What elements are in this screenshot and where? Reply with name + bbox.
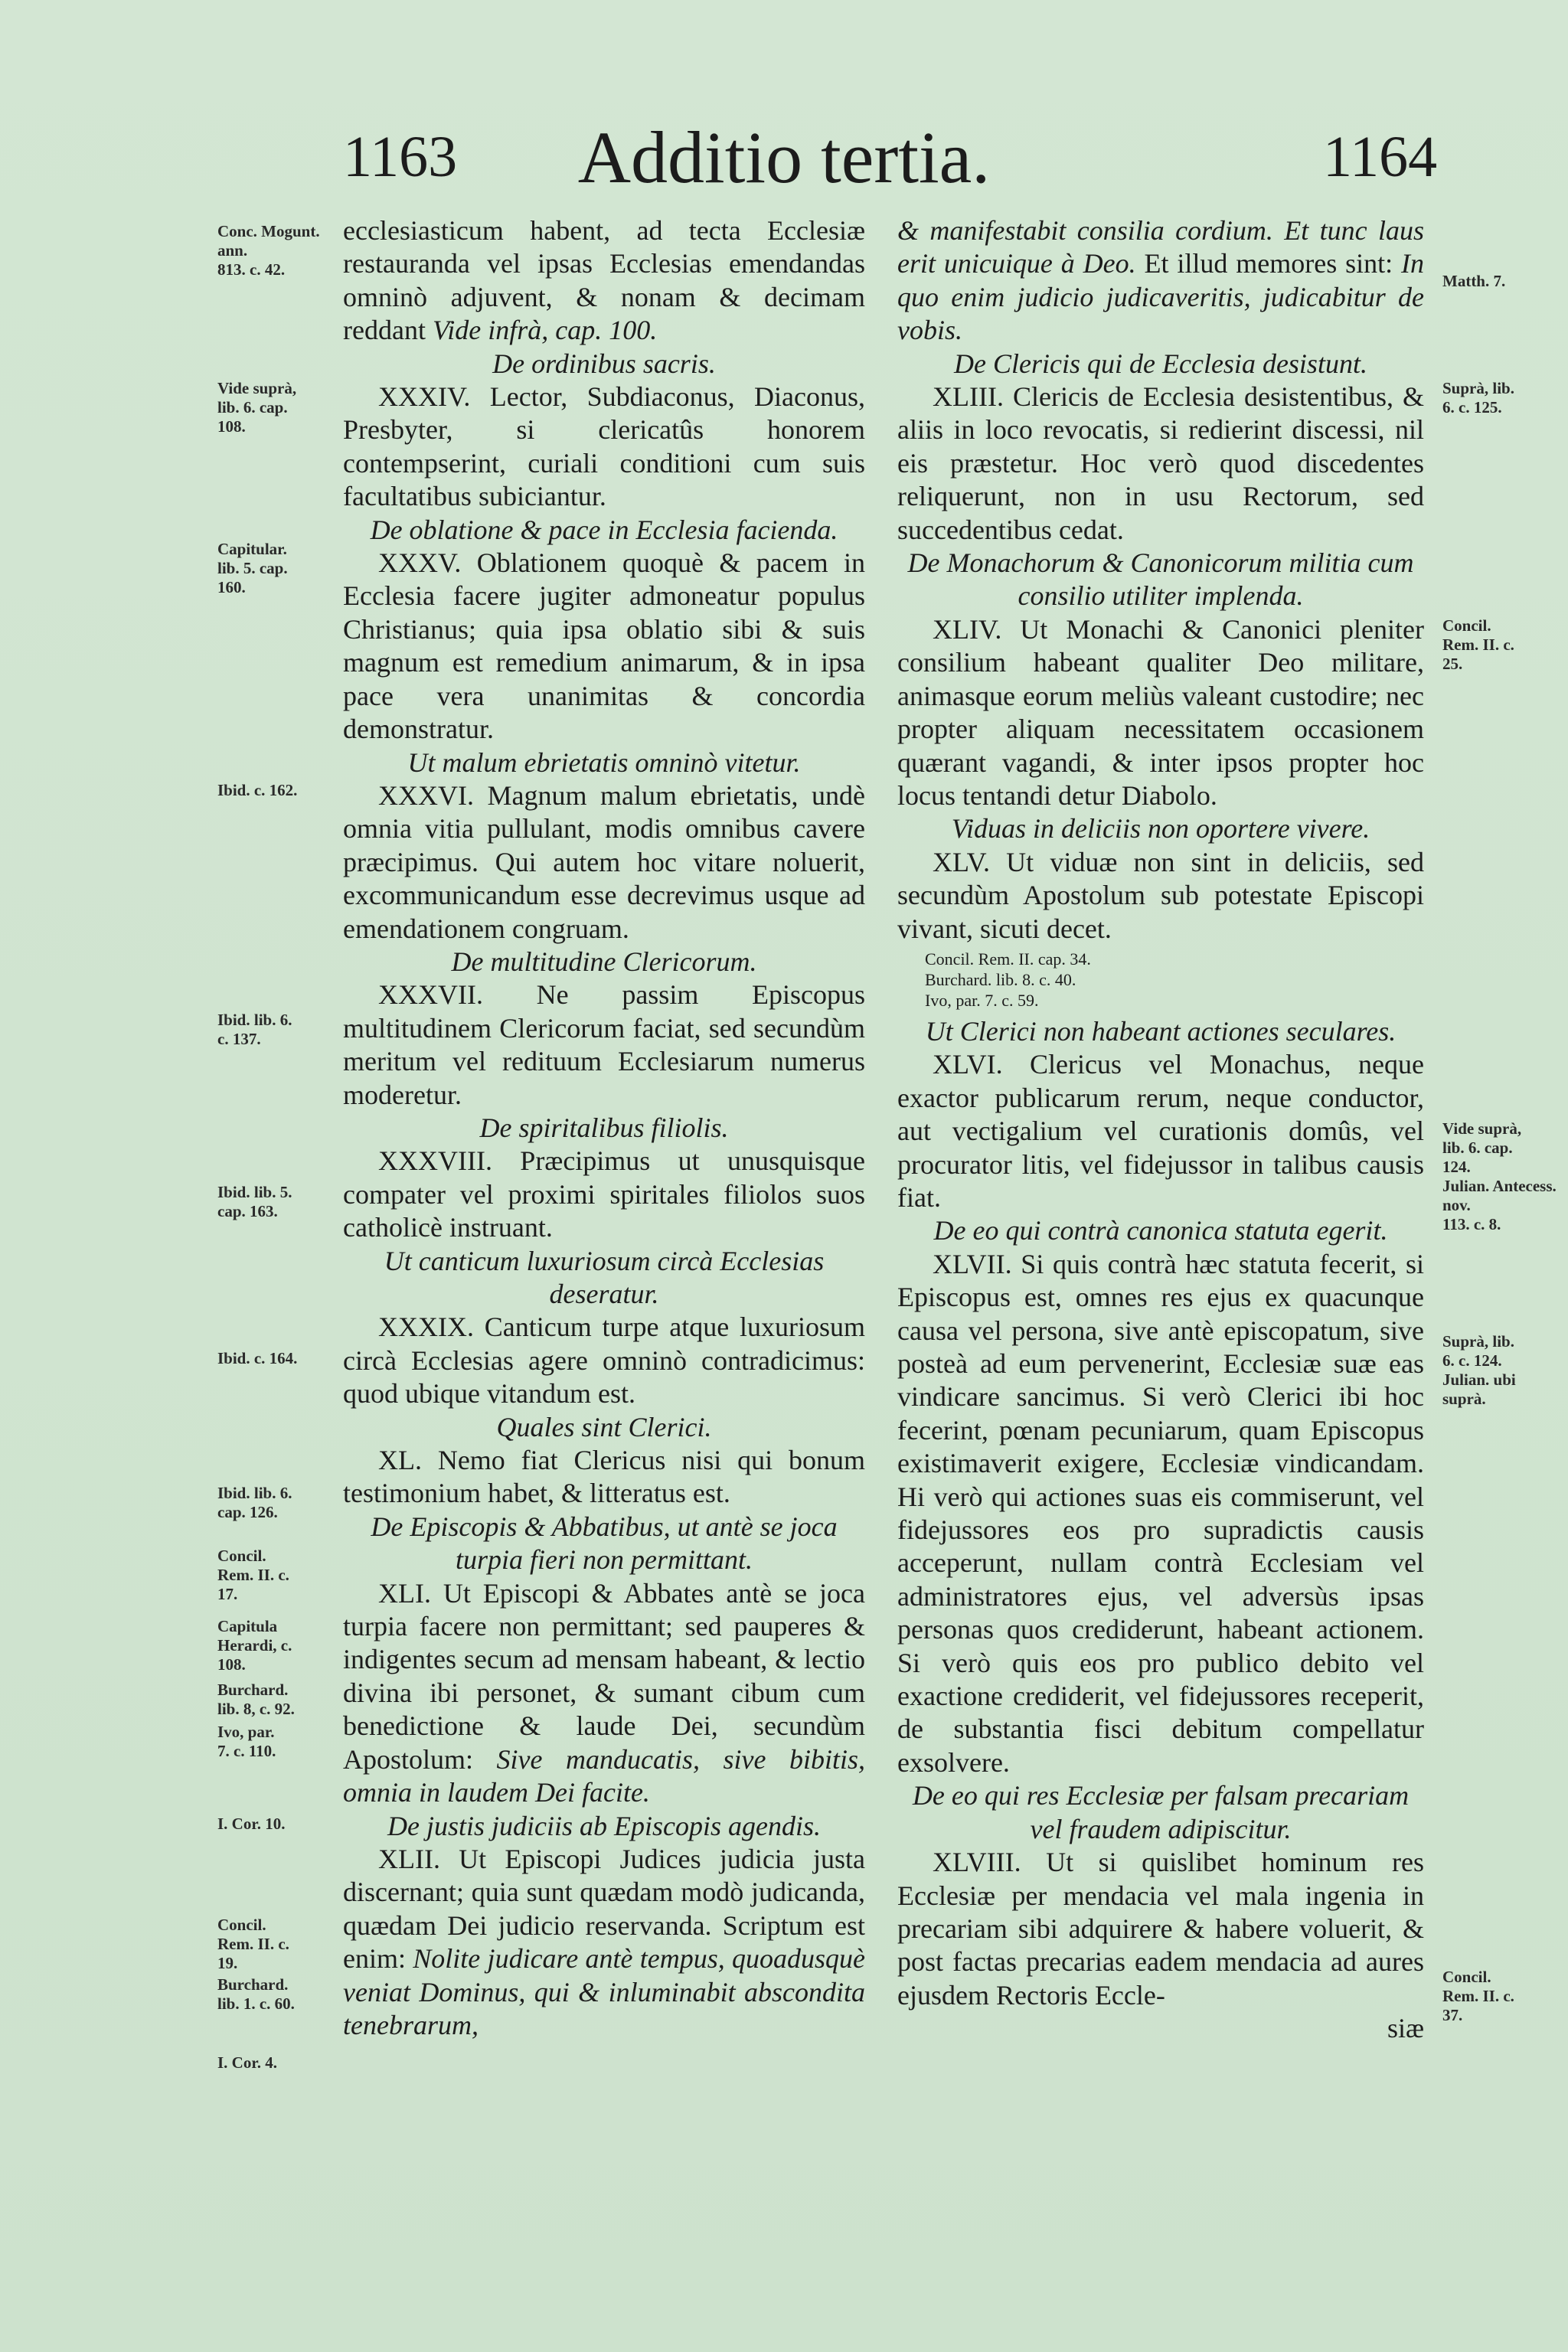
paragraph: XXXVI. Magnum malum ebrietatis, undè omnia vitia pullulant, modis omnibus cavere præcipimus. Qui autem hoc vitare noluerit, excommunicandum esse decrevimus usque ad emendationem congruam.	[343, 779, 865, 944]
paragraph: XLVIII. Ut si quislibet hominum res Ecclesiæ per mendacia vel mala ingenia in precariam sibi adquirere & habere voluerit, & post factas precarias eadem mendacia ad aures ejusdem Rectoris Eccle-	[897, 1847, 1424, 2011]
section-heading: De spiritalibus filiolis.	[479, 1112, 729, 1143]
margin-note: Burchard. lib. 8, c. 92.	[217, 1681, 295, 1718]
paragraph: XLVII. Si quis contrà hæc statuta fecerit, si Episcopus est, omnes res ejus ex quacunque causa vel persona, sive antè episcopatum, sive posteà ad eum pervenerint, Ecclesiæ suæ eas vindicare sancimus. Si verò Clerici ibi hoc fecerint, pœnam pecuniarum, quam Episcopus existimaverit exigere, Ecclesiæ vindicandam. Hi verò qui actiones suas eis commiserunt, vel fidejussores eos pro supradictis causis acceperunt, nullam contrà Ecclesiam vel administratores ejus, vel adversùs ipsas personas quos crediderunt, habeant actionem. Si verò quis eos pro publico debito vel exactione crediderit, vel fidejussores receperit, de substantia fisci debitum compellatur exsolvere.	[897, 1248, 1424, 1778]
paragraph: XLV. Ut viduæ non sint in deliciis, sed secundùm Apostolum sub potestate Episcopi vivant, sicuti decet.	[897, 846, 1424, 944]
margin-note: Matth. 7.	[1442, 272, 1506, 290]
reference-list	[925, 949, 1424, 1011]
paragraph: XLII. Ut Episcopi Judices judicia justa discernant; quia sunt quædam modò judicanda, quædam Dei judicio reservanda. Scriptum est enim: Nolite judicare antè tempus, quoadusquè veniat Dominus, qui & inluminabit abscondita tenebrarum,	[343, 1843, 866, 2040]
paragraph: XXXVIII. Præcipimus ut unusquisque compater vel proximi spiritales filiolos suos catholicè instruant.	[343, 1145, 865, 1243]
paragraph: & manifestabit consilia cordium. Et tunc laus erit unicuique à Deo. Et illud memores sint: In quo enim judicio judicaveritis, judicabitur de vobis.	[897, 215, 1425, 346]
margin-note: Ibid. lib. 6. c. 137.	[217, 1011, 292, 1048]
section-heading: Ut canticum luxuriosum circà Ecclesias deseratur.	[384, 1245, 825, 1309]
margin-note: Concil. Rem. II. c. 17.	[217, 1547, 289, 1603]
reference: Burchard. lib. 8. c. 40.	[925, 969, 1076, 989]
section-heading: De eo qui contrà canonica statuta egerit.	[933, 1215, 1388, 1246]
right-column	[897, 214, 1424, 2046]
reference: Concil. Rem. II. cap. 34.	[925, 949, 1091, 969]
margin-note: Capitular. lib. 5. cap. 160.	[217, 540, 288, 596]
margin-note: Ivo, par. 7. c. 110.	[217, 1723, 276, 1760]
margin-note: Concil. Rem. II. c. 25.	[1442, 616, 1514, 673]
reference: Ivo, par. 7. c. 59.	[925, 990, 1039, 1010]
paragraph: XLVI. Clericus vel Monachus, neque exactor publicarum rerum, neque conductor, aut vectigalium vel curationis domûs, vel procurator litis, vel fidejussor in talibus causis fiat.	[897, 1049, 1424, 1213]
section-heading: De multitudine Clericorum.	[451, 946, 757, 977]
section-heading: Viduas in deliciis non oportere vivere.	[951, 813, 1370, 844]
margin-note: Vide suprà, lib. 6. cap. 108.	[217, 379, 297, 436]
paragraph: XXXIV. Lector, Subdiaconus, Diaconus, Presbyter, si clericatûs honorem contempserint, curiali conditioni cum suis facultatibus subiciantur.	[343, 381, 865, 512]
section-heading: De Clericis qui de Ecclesia desistunt.	[954, 348, 1367, 379]
section-heading: De Monachorum & Canonicorum militia cum consilio utiliter implenda.	[907, 547, 1414, 612]
margin-note: I. Cor. 4.	[217, 2053, 277, 2072]
margin-note: Concil. Rem. II. c. 19.	[217, 1916, 289, 1972]
running-title: Additio tertia.	[577, 116, 991, 198]
section-heading: Ut Clerici non habeant actiones seculares.	[925, 1015, 1396, 1047]
paragraph: XLIV. Ut Monachi & Canonici pleniter consilium habeant qualiter Deo militare, animasque eorum meliùs valeant custodire; nec propter aliquam necessitatem occasionem quærant vagandi, & inter ipsos propter hoc locus tentandi detur Diabolo.	[897, 613, 1424, 811]
margin-note: Ibid. c. 162.	[217, 781, 298, 799]
paragraph: XL. Nemo fiat Clericus nisi qui bonum testimonium habet, & litteratus est.	[343, 1445, 865, 1509]
margin-note: Burchard. lib. 1. c. 60.	[217, 1975, 295, 2013]
section-heading: De Episcopis & Abbatibus, ut antè se joca turpia fieri non permittant.	[371, 1511, 838, 1576]
margin-note: Conc. Mogunt. ann. 813. c. 42.	[217, 222, 320, 279]
page-header	[0, 115, 1568, 207]
margin-note: Ibid. lib. 6. cap. 126.	[217, 1484, 292, 1521]
section-heading: De justis judiciis ab Episcopis agendis.	[387, 1810, 821, 1841]
paragraph: ecclesiasticum habent, ad tecta Ecclesiæ restauranda vel ipsas Ecclesias emendandas omninò adjuvent, & nonam & decimam reddant Vide infrà, cap. 100.	[343, 215, 865, 346]
paragraph: XLI. Ut Episcopi & Abbates antè se joca turpia facere non permittant; sed pauperes & indigentes secum ad mensam habeant, & lectio divina ibi personet, & sumant cibum cum benedictione & laude Dei, secundùm Apostolum: Sive manducatis, sive bibitis, omnia in laudem Dei facite.	[343, 1577, 866, 1808]
section-heading: De eo qui res Ecclesiæ per falsam precariam vel fraudem adipiscitur.	[912, 1780, 1410, 1844]
section-heading: Quales sint Clerici.	[496, 1411, 712, 1442]
margin-note: Vide suprà, lib. 6. cap. 124. Julian. Antecess. nov. 113. c. 8.	[1442, 1119, 1557, 1233]
left-column	[343, 214, 865, 2042]
margin-note: Ibid. c. 164.	[217, 1349, 298, 1367]
paragraph: XXXVII. Ne passim Episcopus multitudinem Clericorum faciat, sed secundùm meritum vel redituum Ecclesiarum numerus moderetur.	[343, 979, 865, 1110]
section-heading: Ut malum ebrietatis omninò vitetur.	[407, 746, 801, 778]
paragraph: XXXV. Oblationem quoquè & pacem in Ecclesia facere jugiter admoneatur populus Christianus; quia ipsa oblatio sibi & suis magnum est remedium animarum, & in ipsa pace vera unanimitas & concordia demonstratur.	[343, 547, 865, 745]
margin-note: Concil. Rem. II. c. 37.	[1442, 1968, 1514, 2024]
margin-note: I. Cor. 10.	[217, 1815, 286, 1833]
page-number-right: 1164	[1323, 125, 1438, 189]
margin-note: Suprà, lib. 6. c. 124. Julian. ubi suprà.	[1442, 1332, 1516, 1408]
margin-note: Capitula Herardi, c. 108.	[217, 1617, 292, 1674]
section-heading: De oblatione & pace in Ecclesia facienda.	[370, 514, 838, 545]
page-number-left: 1163	[343, 125, 458, 189]
paragraph: XXXIX. Canticum turpe atque luxuriosum circà Ecclesias agere omninò contradicimus: quod ubique vitandum est.	[343, 1312, 865, 1410]
paragraph: XLIII. Clericis de Ecclesia desistentibus, & aliis in loco revocatis, si redierint discessi, nil eis præstetur. Hoc verò quod discedentes reliquerunt, non in usu Rectorum, sed succedentibus cedat.	[897, 381, 1424, 545]
section-heading: De ordinibus sacris.	[492, 348, 716, 379]
catchword: siæ	[1387, 2013, 1424, 2044]
margin-note: Ibid. lib. 5. cap. 163.	[217, 1183, 292, 1220]
margin-note: Suprà, lib. 6. c. 125.	[1442, 379, 1514, 416]
